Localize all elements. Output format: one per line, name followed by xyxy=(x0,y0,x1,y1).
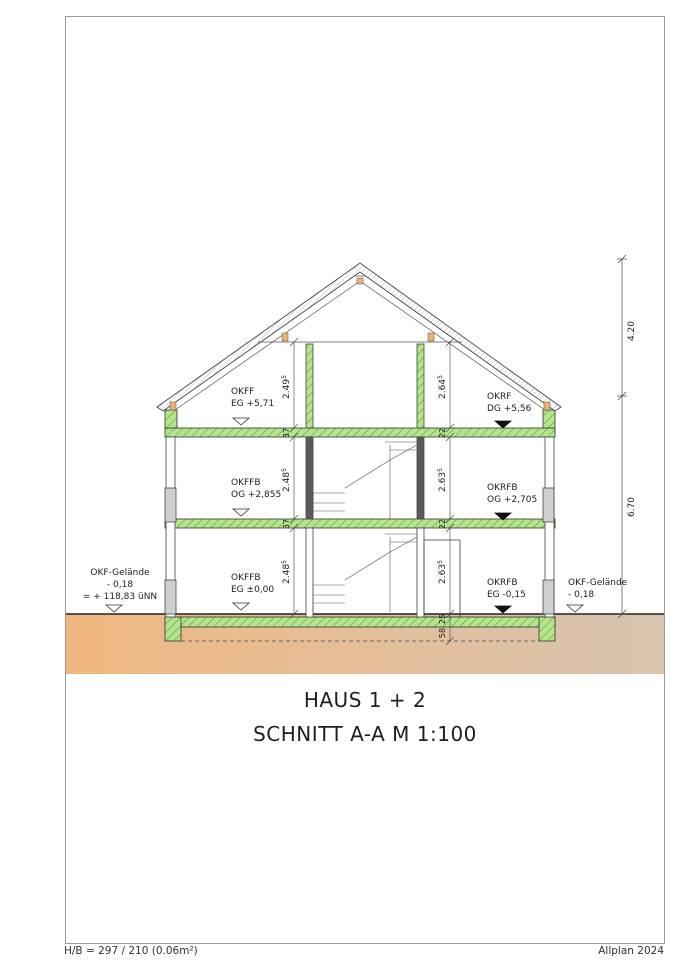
terrain-marker-icon xyxy=(106,605,122,612)
terrain-right-line1: OKF-Gelände xyxy=(568,578,628,588)
level-left-top-value: EG +5,71 xyxy=(231,399,275,409)
dim-right-og: 2.63$^5$ xyxy=(437,468,448,492)
level-marker-filled-icon xyxy=(495,421,511,428)
level-left-bottom-code: OKFFB xyxy=(231,573,261,583)
level-right-top-code: OKRF xyxy=(487,392,512,402)
dim-right-dg: 2.64$^5$ xyxy=(437,375,448,399)
dimension-chain-right xyxy=(617,255,627,618)
terrain-left-line1: OKF-Gelände xyxy=(90,568,150,578)
level-marker-filled-icon xyxy=(495,606,511,613)
level-right-bottom-value: EG -0,15 xyxy=(487,590,526,600)
roof xyxy=(157,263,561,411)
terrain-marker-icon xyxy=(567,605,583,612)
level-marker-open-icon xyxy=(233,418,249,425)
dim-slab-left-lower: 37 xyxy=(282,518,291,530)
level-right-mid-value: OG +2,705 xyxy=(487,495,538,505)
dim-base-lower: 58 xyxy=(438,627,447,639)
dim-slab-left-upper: 37 xyxy=(282,427,291,439)
level-right-top-value: DG +5,56 xyxy=(487,404,532,414)
software-label: Allplan 2024 xyxy=(598,945,664,957)
level-marker-open-icon xyxy=(233,509,249,516)
interior-walls xyxy=(306,344,460,617)
drawing-subtitle: SCHNITT A-A M 1:100 xyxy=(253,722,477,746)
level-left-mid-code: OKFFB xyxy=(231,478,261,488)
dim-base-upper: 25 xyxy=(438,613,447,625)
terrain-left-line2: - 0,18 xyxy=(106,580,134,590)
dim-right-eg: 2.63$^5$ xyxy=(437,560,448,584)
drawing-title: HAUS 1 + 2 xyxy=(303,688,427,712)
level-right-mid-code: OKRFB xyxy=(487,483,518,493)
dim-right-upper: 4.20 xyxy=(627,320,637,342)
floor-slabs xyxy=(165,410,555,528)
terrain-left-line3: = + 118,83 üNN xyxy=(82,592,158,602)
dim-left-dg: 2.49$^5$ xyxy=(281,375,292,399)
sheet-format-info: H/B = 297 / 210 (0.06m²) xyxy=(64,945,198,957)
level-marker-open-icon xyxy=(233,603,249,610)
level-left-mid-value: OG +2,855 xyxy=(231,490,282,500)
dim-left-eg: 2.48$^5$ xyxy=(281,560,292,584)
terrain-right-line2: - 0,18 xyxy=(568,590,595,600)
level-left-top-code: OKFF xyxy=(231,387,255,397)
dim-right-lower: 6.70 xyxy=(627,496,637,518)
dim-left-og: 2.48$^5$ xyxy=(281,468,292,492)
level-right-bottom-code: OKRFB xyxy=(487,578,518,588)
dim-slab-right-upper: 22 xyxy=(438,427,447,439)
level-left-bottom-value: EG ±0,00 xyxy=(231,585,275,595)
dim-slab-right-lower: 22 xyxy=(438,518,447,530)
